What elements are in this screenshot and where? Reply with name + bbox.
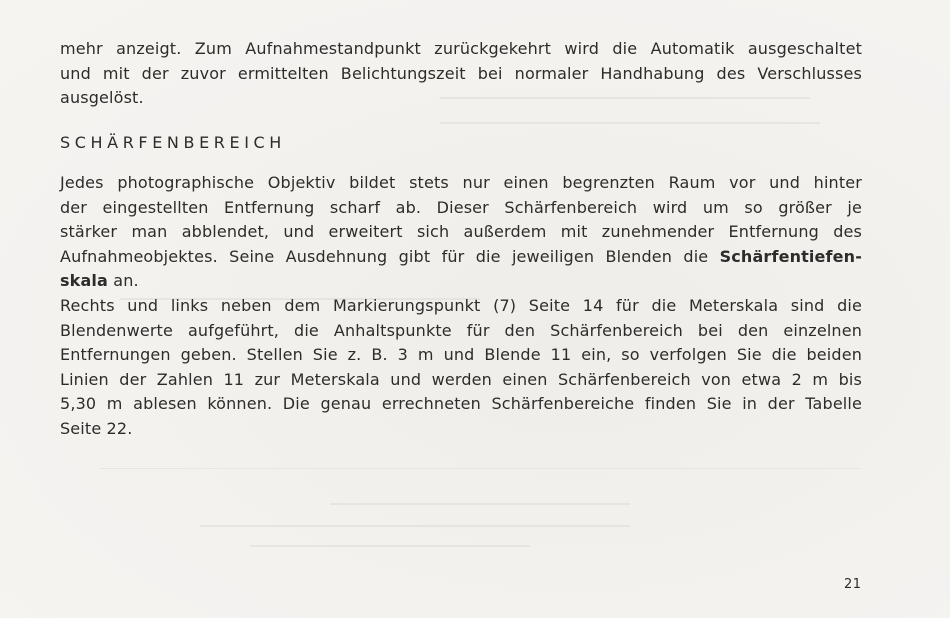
bleed-through-line (200, 525, 630, 527)
bold-term: skala (60, 271, 108, 291)
text-line: und mit der zuvor ermittelten Belichtungszeit bei normaler Handhabung des Verschlusses (60, 63, 862, 83)
text-line: 5,30 m ablesen können. Die genau errechneten Schärfenbereiche finden Sie in der Tabelle (60, 394, 862, 414)
text-line: Jedes photographische Objektiv bildet stets nur einen begrenzten Raum vor und hinter (60, 173, 862, 192)
aperture-scale-paragraph (60, 294, 862, 442)
text-line: Seite 22. (60, 418, 133, 438)
depth-of-field-paragraph (60, 171, 862, 294)
bleed-through-line (330, 503, 630, 505)
text-line: stärker man abblendet, und erweitert sich außerdem mit zunehmender Entfernung des (60, 222, 862, 242)
text-line: mehr anzeigt. Zum Aufnahmestandpunkt zurückgekehrt wird die Automatik ausgeschaltet (60, 39, 862, 58)
page-number: 21 (844, 577, 862, 592)
line-text: an. (113, 271, 139, 291)
text-line: Entfernungen geben. Stellen Sie z. B. 3 m und Blende 11 ein, so verfolgen Sie die beiden (60, 345, 862, 365)
text-line (60, 269, 862, 294)
text-line: ausgelöst. (60, 88, 144, 108)
text-line: der eingestellten Entfernung scharf ab. Dieser Schärfenbereich wird um so größer je (60, 197, 862, 217)
section-heading: SCHÄRFENBEREICH (60, 133, 286, 152)
bleed-through-line (250, 545, 530, 547)
bleed-through-rule (100, 468, 860, 469)
bleed-through-line (440, 122, 820, 124)
intro-paragraph (60, 37, 862, 111)
text-line (60, 245, 862, 270)
line-text: Aufnahmeobjektes. Seine Ausdehnung gibt für die jeweiligen Blenden die (60, 246, 709, 266)
text-line: Rechts und links neben dem Markierungspunkt (7) Seite 14 für die Meterskala sind die (60, 296, 862, 315)
text-line: Blendenwerte aufgeführt, die Anhaltspunkte für den Schärfenbereich bei den einzelnen (60, 320, 862, 340)
bold-term: Schärfentiefen- (719, 246, 862, 266)
text-line: Linien der Zahlen 11 zur Meterskala und werden einen Schärfenbereich von etwa 2 m bis (60, 369, 862, 389)
